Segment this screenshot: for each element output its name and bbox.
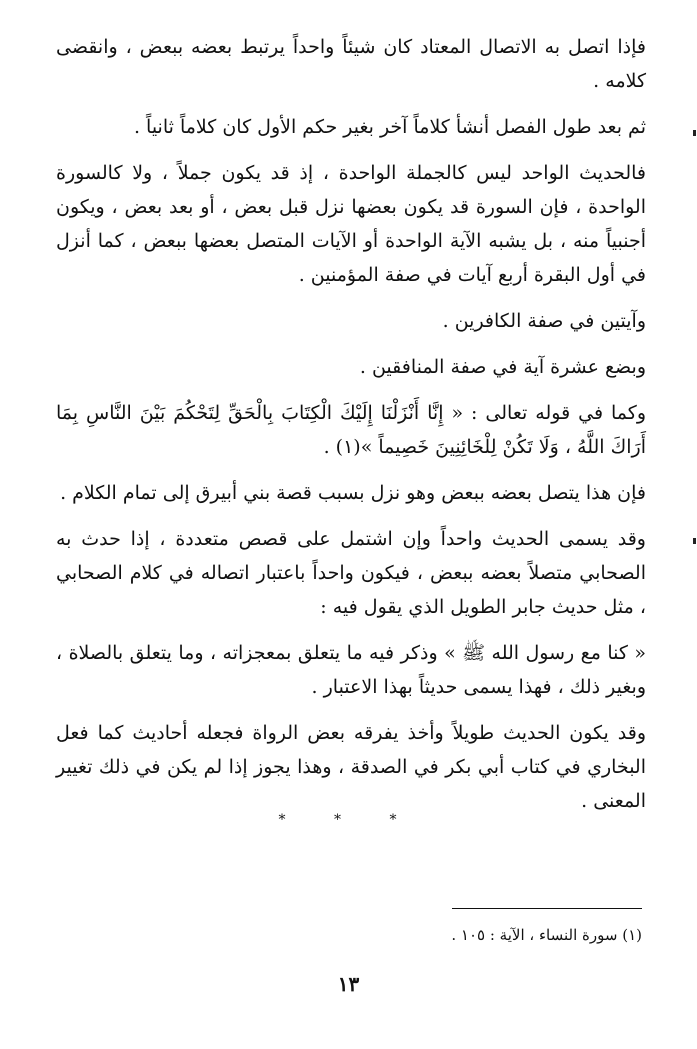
paragraph-9: « كنا مع رسول الله ﷺ » وذكر فيه ما يتعلق بمعجزاته ، وما يتعلق بالصلاة ، وبغير ذلك ، فهذا يسمى حديثاً بهذا الاعتبار .: [56, 642, 646, 698]
paragraph-1: فإذا اتصل به الاتصال المعتاد كان شيئاً واحداً يرتبط بعضه ببعض ، وانقضى كلامه .: [56, 36, 646, 92]
scan-edge-mark: [693, 130, 696, 136]
footnote: (١) سورة النساء ، الآية : ١٠٥ .: [451, 926, 642, 944]
paragraph-3: فالحديث الواحد ليس كالجملة الواحدة ، إذ قد يكون جملاً ، ولا كالسورة الواحدة ، فإن السورة قد يكون بعضها نزل قبل بعض ، أو بعد بعض ، ويكون أجنبياً منه ، بل يشبه الآية الواحدة أو الآيات المتصل بعضها ببعض ، كما أنزل في أول البقرة أربع آيات في صفة المؤمنين .: [56, 162, 646, 286]
paragraph-8: وقد يسمى الحديث واحداً وإن اشتمل على قصص متعددة ، إذا حدث به الصحابي متصلاً بعضه ببعض ، فيكون واحداً باعتبار اتصاله في كلام الصحابي ، مثل حديث جابر الطويل الذي يقول فيه :: [56, 528, 646, 618]
page-number: ١٣: [337, 972, 360, 996]
section-separator: * * *: [278, 812, 419, 828]
paragraph-5: وبضع عشرة آية في صفة المنافقين .: [359, 356, 646, 378]
footnote-rule: [452, 908, 642, 909]
scan-edge-mark: [693, 538, 696, 544]
paragraph-6-quran-quote: وكما في قوله تعالى : « إِنَّا أَنْزَلْنَا إِلَيْكَ الْكِتَابَ بِالْحَقِّ لِتَحْكُمَ بَيْنَ النَّاسِ بِمَا أَرَاكَ اللَّهُ ، وَلَا تَكُنْ لِلْخَائِنِينَ خَصِيماً »(١) .: [56, 402, 646, 458]
paragraph-2: ثم بعد طول الفصل أنشأ كلاماً آخر بغير حكم الأول كان كلاماً ثانياً .: [133, 116, 646, 138]
paragraph-7: فإن هذا يتصل بعضه ببعض وهو نزل بسبب قصة بني أبيرق إلى تمام الكلام .: [60, 482, 646, 504]
paragraph-10: وقد يكون الحديث طويلاً وأخذ يفرقه بعض الرواة فجعله أحاديث كما فعل البخاري في كتاب أبي بكر في الصدقة ، وهذا يجوز إذا لم يكن في ذلك تغيير المعنى .: [56, 722, 646, 812]
paragraph-4: وآيتين في صفة الكافرين .: [442, 310, 646, 332]
body-text: [56, 30, 646, 830]
